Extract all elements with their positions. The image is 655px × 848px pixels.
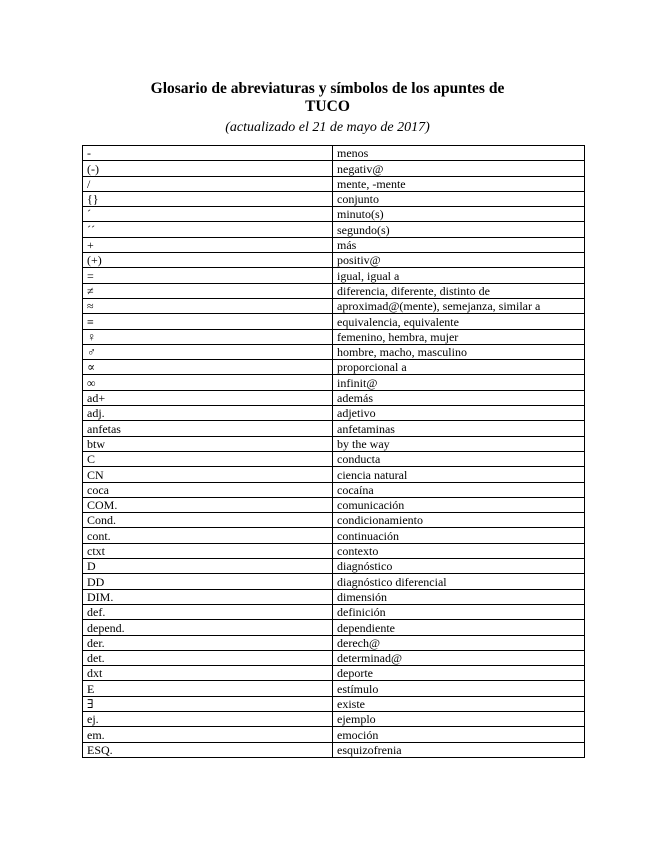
abbreviation-cell: ♂ [83,344,333,359]
table-row [83,329,585,344]
abbreviation-cell: = [83,268,333,283]
table-row [83,620,585,635]
abbreviation-cell: {} [83,191,333,206]
abbreviation-cell: ∃ [83,696,333,711]
abbreviation-cell: (+) [83,253,333,268]
meaning-cell: estímulo [333,681,585,696]
meaning-cell: dimensión [333,589,585,604]
table-row [83,406,585,421]
meaning-cell: proporcional a [333,360,585,375]
abbreviation-cell: - [83,146,333,161]
abbreviation-cell: ad+ [83,390,333,405]
meaning-cell: femenino, hembra, mujer [333,329,585,344]
meaning-cell: continuación [333,528,585,543]
meaning-cell: emoción [333,727,585,742]
meaning-cell: ciencia natural [333,467,585,482]
abbreviation-cell: ≈ [83,298,333,313]
table-row [83,711,585,726]
abbreviation-cell: C [83,451,333,466]
table-row [83,543,585,558]
abbreviation-cell: ♀ [83,329,333,344]
table-row [83,253,585,268]
table-row [83,604,585,619]
meaning-cell: hombre, macho, masculino [333,344,585,359]
table-row [83,467,585,482]
table-row [83,436,585,451]
meaning-cell: conjunto [333,191,585,206]
table-row [83,666,585,681]
abbreviation-cell: D [83,559,333,574]
meaning-cell: contexto [333,543,585,558]
abbreviation-cell: def. [83,604,333,619]
meaning-cell: igual, igual a [333,268,585,283]
table-row [83,344,585,359]
table-row [83,176,585,191]
table-row [83,574,585,589]
table-row [83,375,585,390]
table-row [83,268,585,283]
meaning-cell: ejemplo [333,711,585,726]
abbreviation-cell: adj. [83,406,333,421]
table-row [83,451,585,466]
abbreviation-cell: coca [83,482,333,497]
table-row [83,161,585,176]
abbreviation-cell: ∝ [83,360,333,375]
meaning-cell: más [333,237,585,252]
table-row [83,421,585,436]
meaning-cell: esquizofrenia [333,742,585,757]
meaning-cell: aproximad@(mente), semejanza, similar a [333,298,585,313]
table-row [83,237,585,252]
meaning-cell: dependiente [333,620,585,635]
table-row [83,635,585,650]
abbreviation-cell: CN [83,467,333,482]
table-row [83,390,585,405]
abbreviation-cell: ∞ [83,375,333,390]
abbreviation-cell: ej. [83,711,333,726]
meaning-cell: cocaína [333,482,585,497]
meaning-cell: minuto(s) [333,207,585,222]
meaning-cell: equivalencia, equivalente [333,314,585,329]
abbreviation-cell: ESQ. [83,742,333,757]
abbreviation-cell: / [83,176,333,191]
abbreviation-cell: DIM. [83,589,333,604]
table-row [83,482,585,497]
abbreviation-cell: btw [83,436,333,451]
meaning-cell: definición [333,604,585,619]
meaning-cell: negativ@ [333,161,585,176]
abbreviation-cell: (-) [83,161,333,176]
table-row [83,207,585,222]
meaning-cell: adjetivo [333,406,585,421]
meaning-cell: infinit@ [333,375,585,390]
meaning-cell: derech@ [333,635,585,650]
meaning-cell: comunicación [333,497,585,512]
table-row [83,589,585,604]
document-subtitle: (actualizado el 21 de mayo de 2017) [225,120,430,135]
table-row [83,298,585,313]
meaning-cell: existe [333,696,585,711]
meaning-cell: mente, -mente [333,176,585,191]
meaning-cell: by the way [333,436,585,451]
meaning-cell: conducta [333,451,585,466]
meaning-cell: diferencia, diferente, distinto de [333,283,585,298]
abbreviation-cell: + [83,237,333,252]
table-row [83,528,585,543]
abbreviation-cell: ≠ [83,283,333,298]
table-row [83,559,585,574]
meaning-cell: positiv@ [333,253,585,268]
table-row [83,222,585,237]
table-row [83,314,585,329]
meaning-cell: anfetaminas [333,421,585,436]
meaning-cell: condicionamiento [333,513,585,528]
document-title: Glosario de abreviaturas y símbolos de los apuntes de [150,80,505,97]
meaning-cell: diagnóstico diferencial [333,574,585,589]
abbreviation-cell: dxt [83,666,333,681]
abbreviation-cell: det. [83,650,333,665]
abbreviation-cell: ctxt [83,543,333,558]
table-row [83,727,585,742]
meaning-cell: determinad@ [333,650,585,665]
glossary-body [83,146,585,758]
abbreviation-cell: COM. [83,497,333,512]
abbreviation-cell: depend. [83,620,333,635]
table-row [83,650,585,665]
meaning-cell: segundo(s) [333,222,585,237]
abbreviation-cell: em. [83,727,333,742]
glossary-table [82,145,585,758]
table-row [83,696,585,711]
table-row [83,283,585,298]
meaning-cell: diagnóstico [333,559,585,574]
abbreviation-cell: ´´ [83,222,333,237]
meaning-cell: deporte [333,666,585,681]
table-row [83,513,585,528]
table-row [83,742,585,757]
table-row [83,497,585,512]
abbreviation-cell: anfetas [83,421,333,436]
abbreviation-cell: der. [83,635,333,650]
abbreviation-cell: cont. [83,528,333,543]
table-row [83,360,585,375]
abbreviation-cell: Cond. [83,513,333,528]
document-title-continuation: TUCO [305,98,350,115]
abbreviation-cell: E [83,681,333,696]
table-row [83,191,585,206]
abbreviation-cell: ´ [83,207,333,222]
table-row [83,681,585,696]
abbreviation-cell: DD [83,574,333,589]
meaning-cell: además [333,390,585,405]
abbreviation-cell: ≡ [83,314,333,329]
table-row [83,146,585,161]
meaning-cell: menos [333,146,585,161]
